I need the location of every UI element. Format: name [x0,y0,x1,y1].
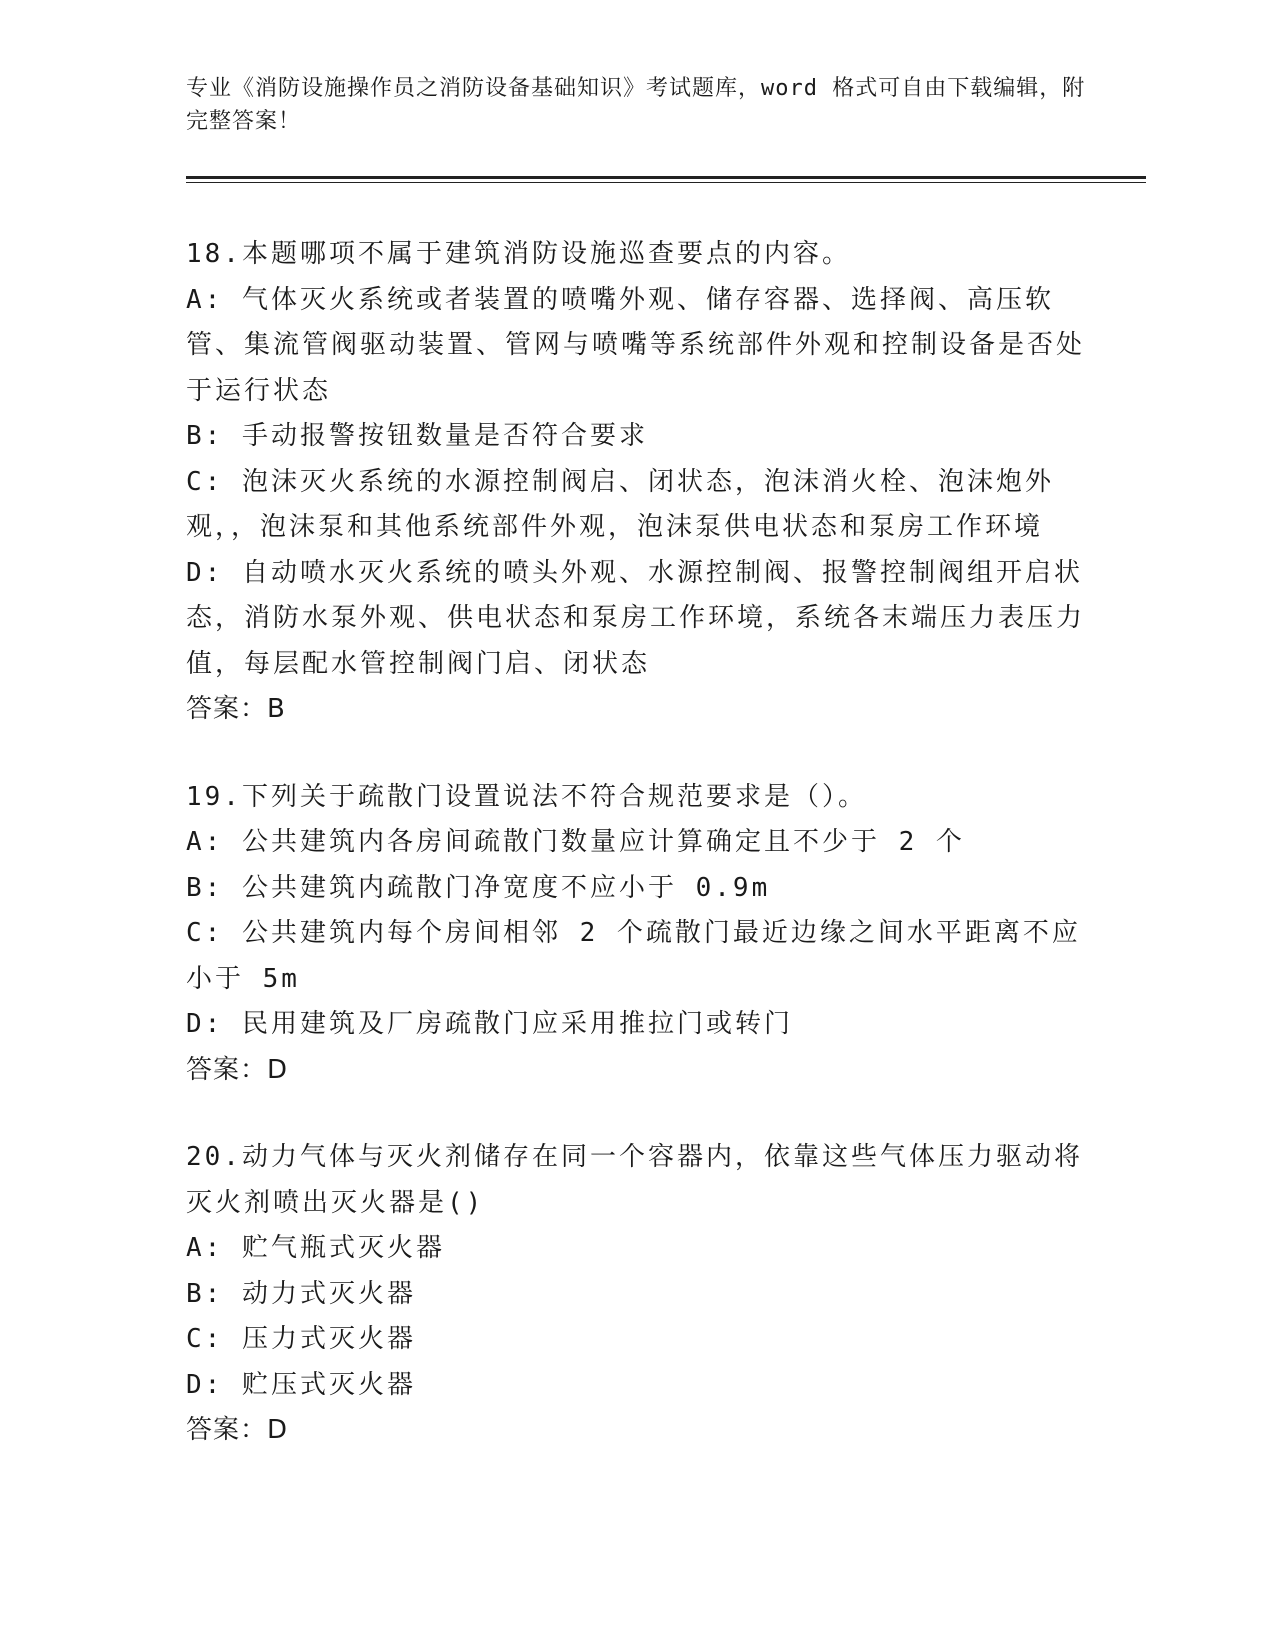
option-b: B: 动力式灭火器 [186,1278,416,1309]
header-divider-thick [186,176,1146,179]
option-d: D: 自动喷水灭火系统的喷头外观、水源控制阀、报警控制阀组开启状态，消防水泵外观、供电状态和泵房工作环境，系统各末端压力表压力值，每层配水管控制阀门启、闭状态 [186,557,1086,679]
question-stem: 18.本题哪项不属于建筑消防设施巡查要点的内容。 [186,239,851,269]
option-d: D: 民用建筑及厂房疏散门应采用推拉门或转门 [186,1009,793,1039]
option-b: B: 手动报警按钮数量是否符合要求 [186,421,648,451]
header-divider-thin [186,182,1146,183]
answer-label: 答案：B [186,694,286,724]
option-b: B: 公共建筑内疏散门净宽度不应小于 0.9m [186,872,771,903]
question-stem: 19.下列关于疏散门设置说法不符合规范要求是（）。 [186,781,867,812]
document-header: 专业《消防设施操作员之消防设备基础知识》考试题库，word 格式可自由下载编辑，附完整答案！ [186,76,1086,134]
option-c: C: 泡沫灭火系统的水源控制阀启、闭状态，泡沫消火栓、泡沫炮外观，，泡沫泵和其他系统部件外观，泡沫泵供电状态和泵房工作环境 [186,466,1054,542]
option-a: A: 气体灭火系统或者装置的喷嘴外观、储存容器、选择阀、高压软管、集流管阀驱动装置、管网与喷嘴等系统部件外观和控制设备是否处于运行状态 [186,284,1086,406]
question-stem: 20.动力气体与灭火剂储存在同一个容器内，依靠这些气体压力驱动将灭火剂喷出灭火器是() [186,1142,1083,1218]
question-20 [186,1135,1086,1454]
option-a: A: 公共建筑内各房间疏散门数量应计算确定且不少于 2 个 [186,827,965,857]
option-c: C: 公共建筑内每个房间相邻 2 个疏散门最近边缘之间水平距离不应小于 5m [186,918,1081,994]
answer-label: 答案：D [186,1054,289,1085]
answer-label: 答案：D [186,1415,289,1445]
question-list [186,232,1086,1496]
option-a: A: 贮气瓶式灭火器 [186,1233,445,1263]
option-c: C: 压力式灭火器 [186,1324,416,1354]
question-18 [186,232,1086,733]
option-d: D: 贮压式灭火器 [186,1369,416,1400]
question-19 [186,775,1086,1094]
